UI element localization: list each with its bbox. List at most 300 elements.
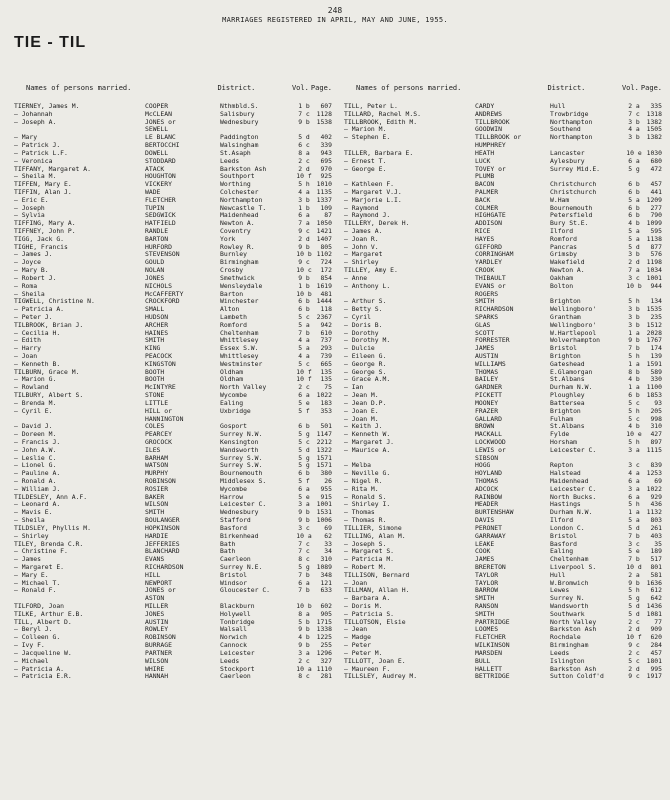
entry-spouse: ROSIER <box>145 485 169 493</box>
entry-name: — Joseph S. <box>344 540 387 548</box>
entry-volume: 2 c <box>298 383 310 392</box>
entry-page: 576 <box>650 250 662 259</box>
entry-volume: 10 e <box>626 148 642 157</box>
entry-row <box>14 220 332 228</box>
entry-row <box>14 173 332 181</box>
entry-name: — Mavis E. <box>14 509 53 517</box>
entry-spouse: WILSON <box>145 501 169 509</box>
entry-name: — Ronald F. <box>14 587 57 595</box>
entry-row <box>14 197 332 205</box>
entry-volume: 5 a <box>628 234 640 243</box>
entry-district: Wolverhampton <box>550 337 601 345</box>
entry-spouse: ASTON <box>145 595 165 603</box>
entry-page: 1436 <box>646 602 662 610</box>
entry-name: — Mary <box>14 134 38 142</box>
entry-spouse: HANNAH <box>145 673 169 681</box>
entry-spouse: ANDREWS <box>475 110 502 118</box>
entry-row <box>344 126 662 134</box>
entry-page: 69 <box>324 523 332 532</box>
left-entries <box>14 103 332 681</box>
entry-name: — Joseph <box>14 204 45 212</box>
entry-volume: 4 a <box>628 125 640 134</box>
entry-name: TILLSLEY, Audrey M. <box>344 673 418 681</box>
entry-spouse: AUSTIN <box>145 618 169 626</box>
entry-volume: 3 a <box>628 445 640 454</box>
entry-row <box>14 673 332 681</box>
entry-row <box>14 580 332 588</box>
entry-name: — Francis J. <box>14 438 61 446</box>
entry-row <box>14 556 332 564</box>
entry-row <box>344 220 662 228</box>
entry-district: Harrow <box>220 493 244 501</box>
entry-volume: 5 c <box>298 359 310 368</box>
entry-row <box>14 634 332 642</box>
entry-name: — Barbara A. <box>344 595 391 603</box>
entry-district: Colchester <box>220 188 259 196</box>
entry-district: Wellingboro' <box>550 306 597 314</box>
entry-volume: 3 c <box>628 461 640 470</box>
entry-row <box>14 611 332 619</box>
entry-district: Crosby <box>220 267 244 275</box>
entry-row <box>344 173 662 181</box>
entry-page: 737 <box>320 336 332 345</box>
entry-row <box>14 228 332 236</box>
entry-page: 87 <box>324 211 332 220</box>
entry-volume: 8 a <box>298 609 310 618</box>
entry-volume: 9 b <box>628 578 640 587</box>
entry-name: TILFORD, Joan <box>14 603 65 610</box>
entry-district: Newton A. <box>220 220 255 228</box>
entry-spouse: EVANS <box>145 556 165 564</box>
entry-volume: 10 b <box>296 250 312 259</box>
entry-district: Rochdale <box>550 634 581 642</box>
entry-spouse: BACK <box>475 196 491 204</box>
entry-district: Christchurch <box>550 188 597 196</box>
entry-spouse: GIFFORD <box>475 243 502 251</box>
entry-spouse: JEFFERIES <box>145 540 180 548</box>
entry-name: — Stephen E. <box>344 134 391 142</box>
entry-name: — Margaret J. <box>344 438 395 446</box>
entry-page: 517 <box>650 555 662 564</box>
entry-district: Southport <box>220 173 255 181</box>
entry-volume: 5 c <box>628 398 640 407</box>
left-column <box>14 84 332 681</box>
entry-name <box>14 416 145 424</box>
entry-district: North Valley <box>550 618 597 626</box>
entry-spouse: HURFORD <box>145 243 172 251</box>
entry-page: 854 <box>320 273 332 282</box>
entry-row <box>14 376 332 384</box>
entry-volume: 3 b <box>628 320 640 329</box>
entry-row <box>344 580 662 588</box>
entry-spouse: LE BLANC <box>145 134 176 142</box>
entry-name: — Peter J. <box>14 313 53 321</box>
entry-spouse: JONES <box>145 610 165 618</box>
entry-page: 897 <box>650 437 662 446</box>
entry-page: 1209 <box>646 195 662 204</box>
entry-name: — Rowland <box>14 384 49 392</box>
entry-row <box>14 541 332 549</box>
entry-district: Stockport <box>220 665 255 673</box>
entry-page: 174 <box>650 344 662 353</box>
entry-name: — Leslie C. <box>14 454 57 462</box>
entry-district: Blackburn <box>220 603 255 610</box>
entry-page: 998 <box>650 414 662 423</box>
column-header <box>344 84 662 92</box>
entry-volume: 5 c <box>628 656 640 665</box>
entry-spouse: JAMES <box>475 345 495 353</box>
entry-name: TIFFIN, Alan J. <box>14 188 72 196</box>
entry-volume: 5 h <box>628 586 640 595</box>
entry-name: — Peter M. <box>344 649 383 657</box>
entry-page: 589 <box>650 367 662 376</box>
entry-page: 34 <box>324 547 332 556</box>
entry-district: Bury St.E. <box>550 220 589 228</box>
entry-row <box>344 322 662 330</box>
entry-spouse: PICKETT <box>475 392 502 400</box>
entry-row <box>14 509 332 517</box>
entry-name: — Eileen G. <box>344 353 387 360</box>
entry-spouse: BAKER <box>145 493 165 501</box>
entry-name: — Peter <box>344 642 371 650</box>
entry-row <box>14 181 332 189</box>
header-vol: Vol. <box>621 84 639 92</box>
entry-row <box>344 564 662 572</box>
entry-name: — Betty S. <box>344 306 383 314</box>
entry-spouse: ROBINSON <box>145 634 176 642</box>
entry-district: Surrey N.E. <box>220 563 263 571</box>
entry-volume: 9 c <box>298 227 310 235</box>
entry-name: TILBURY, Albert S. <box>14 392 84 400</box>
entry-spouse: THIBAULT <box>475 274 506 282</box>
entry-name: — Maurice A. <box>344 446 391 454</box>
entry-page: 35 <box>654 539 662 548</box>
entry-name: — Dulcie <box>344 345 375 353</box>
entry-district: Surrey N.W. <box>220 431 263 439</box>
entry-page: 436 <box>650 500 662 509</box>
entry-spouse: PERONET <box>475 524 502 532</box>
entry-district: Whittlesey <box>220 337 259 345</box>
entry-district: Wednesbury <box>220 509 259 517</box>
entry-district: Aylesbury <box>550 157 585 165</box>
entry-volume: 10 f <box>296 172 312 181</box>
entry-page: 261 <box>650 523 662 532</box>
entry-page: 310 <box>650 422 662 431</box>
entry-row <box>344 470 662 478</box>
entry-spouse: GOODWIN <box>475 126 502 134</box>
entry-row <box>344 634 662 642</box>
entry-volume: 4 b <box>628 219 640 228</box>
entry-spouse: SEDGWICK <box>145 212 176 220</box>
entry-volume: 2 d <box>628 258 640 267</box>
entry-volume: 5 b <box>298 617 310 626</box>
entry-volume: 2 a <box>628 570 640 579</box>
entry-spouse: HUDSON <box>145 313 169 321</box>
entry-row <box>14 455 332 463</box>
entry-district: Southwark <box>550 610 585 618</box>
entry-page: 1050 <box>316 219 332 228</box>
entry-name <box>344 455 475 463</box>
entry-row <box>344 650 662 658</box>
entry-page: 139 <box>650 352 662 360</box>
entry-row <box>344 181 662 189</box>
entry-volume: 2 c <box>298 656 310 665</box>
entry-name: — John V. <box>344 243 379 251</box>
entry-page: 284 <box>650 641 662 650</box>
entry-district: Southend <box>550 126 581 134</box>
entry-name: — Ivy F. <box>14 642 45 650</box>
entry-volume: 6 a <box>628 156 640 165</box>
entry-district: Romford <box>220 321 247 329</box>
entry-volume: 7 a <box>628 266 640 275</box>
entry-row <box>14 111 332 119</box>
entry-district: Burnley <box>220 251 247 259</box>
entry-volume: 5 g <box>628 594 640 603</box>
entry-row <box>344 134 662 142</box>
entry-volume: 5 g <box>298 453 310 462</box>
entry-district: Ploughley <box>550 392 585 400</box>
register-heading: MARRIAGES REGISTERED IN APRIL, MAY AND JUNE, 1955. <box>222 16 448 24</box>
entry-row <box>344 197 662 205</box>
entry-district: E.Glamorgan <box>550 368 593 376</box>
entry-row <box>14 345 332 353</box>
entry-row <box>344 353 662 361</box>
entry-name: — Mary B. <box>14 267 49 275</box>
entry-spouse: LUCK <box>475 157 491 165</box>
entry-spouse: BOOTH <box>145 376 165 384</box>
right-entries <box>344 103 662 681</box>
entry-page: 1022 <box>316 391 332 400</box>
entry-spouse: COLMER <box>475 204 499 212</box>
entry-name: TILLEY, Amy E. <box>344 267 398 275</box>
entry-district: Alton <box>220 306 240 314</box>
entry-page: 801 <box>650 562 662 571</box>
entry-name: — Joan <box>14 353 38 360</box>
entry-row <box>14 189 332 197</box>
entry-row <box>344 525 662 533</box>
entry-spouse: ADDISON <box>475 220 502 228</box>
entry-page: 803 <box>650 516 662 525</box>
entry-row <box>344 236 662 244</box>
entry-row <box>14 369 332 377</box>
entry-volume: 9 b <box>298 273 310 282</box>
entry-row <box>14 572 332 580</box>
entry-name: TILEY, Brenda C.R. <box>14 540 84 548</box>
entry-spouse: COLES <box>145 423 165 431</box>
entry-row <box>344 416 662 424</box>
entry-page: 1198 <box>646 258 662 267</box>
entry-row <box>14 595 332 603</box>
entry-page: 1531 <box>316 508 332 517</box>
entry-district: W.Ham <box>550 196 570 204</box>
entry-row <box>14 212 332 220</box>
entry-district <box>220 595 294 603</box>
entry-district: St.Albans <box>550 423 585 431</box>
entry-page: 277 <box>650 203 662 212</box>
entry-name: TILBURN, Grace M. <box>14 368 80 376</box>
entry-volume: 6 a <box>628 477 640 485</box>
entry-name: — Margaret <box>344 251 383 259</box>
entry-volume: 6 b <box>628 211 640 220</box>
entry-spouse: MOONEY <box>475 399 499 407</box>
entry-district: Coventry <box>220 228 251 235</box>
entry-name: — Raymond <box>344 204 379 212</box>
entry-spouse: PLUMB <box>475 173 495 181</box>
entry-page: 1853 <box>646 391 662 400</box>
entry-district: Gateshead <box>550 360 585 368</box>
entry-spouse: HOPKINSON <box>145 524 180 532</box>
entry-district: Paddington <box>220 134 259 142</box>
entry-page: 1022 <box>646 484 662 493</box>
entry-district: Bath <box>220 540 236 548</box>
entry-volume: 9 b <box>298 516 310 525</box>
entry-volume: 3 c <box>628 273 640 282</box>
entry-spouse: RAINBOW <box>475 493 502 501</box>
entry-spouse: GALLARD <box>475 415 502 423</box>
entry-volume: 6 a <box>298 211 310 220</box>
entry-volume: 10 f <box>296 367 312 376</box>
entry-row <box>14 501 332 509</box>
entry-spouse: SMALL <box>145 306 165 314</box>
entry-spouse: RICHARDSON <box>475 306 514 314</box>
entry-row <box>344 666 662 674</box>
entry-page: 790 <box>650 211 662 220</box>
entry-volume: 7 c <box>628 109 640 118</box>
entry-spouse: THOMAS <box>475 368 499 376</box>
entry-name: — Raymond J. <box>344 212 391 220</box>
entry-volume: 3 c <box>298 523 310 532</box>
entry-district: Maidenhead <box>550 478 589 485</box>
entry-spouse: SIBSON <box>475 454 499 462</box>
entry-district: Hull <box>550 571 566 579</box>
entry-row <box>344 572 662 580</box>
entry-district: W.Hartlepool <box>550 329 597 337</box>
entry-row <box>14 283 332 291</box>
entry-spouse: HILL or <box>145 407 172 415</box>
entry-page: 581 <box>650 570 662 579</box>
entry-row <box>344 556 662 564</box>
entry-spouse: COOK <box>475 548 491 556</box>
entry-row <box>344 361 662 369</box>
entry-spouse: ROWLEY <box>145 626 169 634</box>
entry-district: Salisbury <box>220 110 255 118</box>
entry-spouse: ADCOCK <box>475 485 499 493</box>
entry-district: Leeds <box>550 649 570 657</box>
entry-row <box>14 134 332 142</box>
entry-page: 26 <box>324 477 332 485</box>
entry-page: 441 <box>650 187 662 196</box>
entry-district: Cheltenham <box>220 329 259 337</box>
entry-district: Leeds <box>220 157 240 165</box>
entry-district: Lewes <box>550 587 570 595</box>
entry-name: — Margaret S. <box>344 548 395 556</box>
entry-name: — Kenneth B. <box>14 360 61 368</box>
entry-row <box>344 244 662 252</box>
entry-name: TIFFANY, Margaret A. <box>14 165 91 173</box>
entry-volume: 9 b <box>628 336 640 345</box>
entry-spouse: HARDIE <box>145 532 169 540</box>
entry-spouse: McINTYRE <box>145 384 176 392</box>
entry-volume: 3 b <box>628 250 640 259</box>
entry-page: 457 <box>650 180 662 189</box>
entry-volume: 7 b <box>298 586 310 595</box>
entry-page: 1538 <box>316 117 332 126</box>
entry-spouse: PARTRIDGE <box>475 618 510 626</box>
entry-page: 472 <box>650 164 662 173</box>
entry-name: — Jean <box>344 626 368 634</box>
entry-volume: 6 a <box>298 484 310 493</box>
entry-volume: 8 c <box>298 555 310 564</box>
entry-page: 1535 <box>646 305 662 314</box>
entry-volume: 3 b <box>298 195 310 204</box>
entry-page: 348 <box>320 570 332 579</box>
entry-volume: 4 a <box>298 187 310 196</box>
entry-page: 457 <box>650 648 662 657</box>
entry-district: North Bucks. <box>550 493 597 501</box>
entry-row <box>344 142 662 150</box>
entry-district: Durham N.W. <box>550 384 593 392</box>
entry-spouse: MILLER <box>145 603 169 610</box>
entry-name: TIGWELL, Christine N. <box>14 298 95 306</box>
entry-district: Durham N.W. <box>550 509 593 517</box>
entry-name: — Sheila <box>14 290 45 298</box>
entry-row <box>14 408 332 416</box>
entry-spouse: KINGSTON <box>145 360 176 368</box>
entry-district: Newton A. <box>550 267 585 275</box>
entry-page: 1636 <box>646 578 662 587</box>
entry-volume: 5 f <box>298 406 310 415</box>
entry-page: 1801 <box>646 656 662 665</box>
entry-name: TILLOTSON, Elsie <box>344 618 406 626</box>
entry-volume: 9 b <box>298 508 310 517</box>
entry-district: Wandsworth <box>550 603 589 610</box>
entry-volume: 5 d <box>298 445 310 454</box>
entry-row <box>344 205 662 213</box>
entry-district: Ealing <box>220 399 244 407</box>
entry-volume: 5 d <box>298 133 310 142</box>
entry-volume: 6 b <box>628 180 640 189</box>
entry-row <box>14 392 332 400</box>
entry-district: Grantham <box>550 313 581 321</box>
entry-page: 1225 <box>316 633 332 642</box>
entry-spouse: DOWELL <box>145 149 169 157</box>
entry-page: 1512 <box>646 320 662 329</box>
entry-spouse: PARTNER <box>145 649 172 657</box>
entry-volume: 5 g <box>298 461 310 470</box>
entry-name: — Shirley I. <box>344 501 391 509</box>
entry-district: Bolton <box>550 282 574 290</box>
entry-row <box>14 330 332 338</box>
entry-page: 620 <box>650 633 662 642</box>
entry-spouse: BETTRIDGE <box>475 673 510 681</box>
header-vol: Vol. <box>291 84 309 92</box>
entry-spouse: TUPIN <box>145 204 165 212</box>
entry-district: Ealing <box>550 548 574 556</box>
entry-spouse: YARDLEY <box>475 259 502 267</box>
entry-row <box>14 470 332 478</box>
entry-name: — Sheila <box>14 517 45 525</box>
entry-district: Northampton <box>550 134 593 142</box>
entry-volume: 10 b <box>296 602 312 610</box>
entry-spouse: MEADER <box>475 501 499 509</box>
entry-district <box>550 455 624 463</box>
entry-district: Barkston Ash <box>550 665 597 673</box>
entry-row <box>344 291 662 299</box>
entry-name: TILLARD, Rachel M.S. <box>344 110 421 118</box>
entry-page: 610 <box>320 328 332 337</box>
right-column <box>344 84 662 681</box>
entry-page: 1030 <box>646 148 662 157</box>
